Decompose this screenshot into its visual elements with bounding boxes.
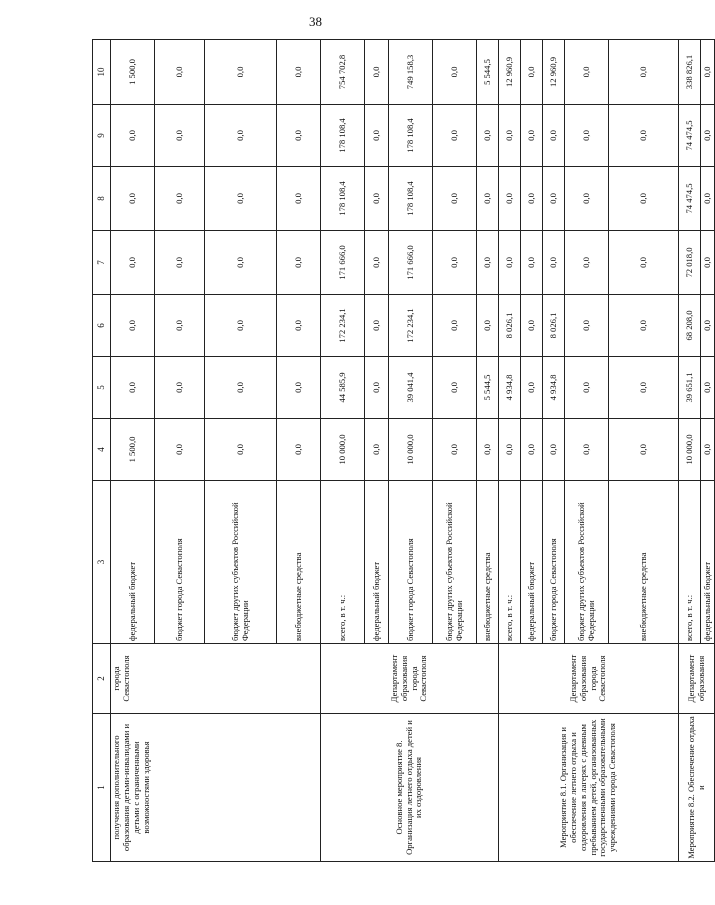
value-cell: 0,0 (277, 40, 321, 105)
value-cell: 0,0 (543, 231, 565, 295)
value-cell: 0,0 (111, 357, 155, 419)
value-cell: 0,0 (277, 167, 321, 231)
value-cell: 4 934,8 (543, 357, 565, 419)
value-cell: 4 934,8 (499, 357, 521, 419)
value-cell: 0,0 (565, 231, 609, 295)
header-row (93, 40, 111, 862)
value-cell: 178 108,4 (321, 167, 365, 231)
value-cell: 0,0 (365, 231, 389, 295)
col-header: 3 (93, 481, 111, 644)
value-cell: 749 158,3 (389, 40, 433, 105)
value-cell: 0,0 (609, 357, 679, 419)
value-cell: 0,0 (477, 105, 499, 167)
funding-source: бюджет других субъектов Российской Федерации (205, 481, 277, 644)
activity-name: Основное мероприятие 8. Организация летнего отдыха детей и их оздоровления (321, 714, 499, 862)
value-cell: 0,0 (155, 40, 205, 105)
value-cell: 178 108,4 (389, 105, 433, 167)
value-cell: 0,0 (701, 295, 715, 357)
col-header: 2 (93, 644, 111, 714)
value-cell: 0,0 (543, 419, 565, 481)
value-cell: 8 026,1 (543, 295, 565, 357)
funding-source: бюджет других субъектов Российской Федерации (433, 481, 477, 644)
activity-name: Мероприятие 8.1. Организация и обеспечение летнего отдыха и оздоровления в лагерях с дневным пребыванием детей, организованных государственными образовательными учреждениями города Севастополя (499, 714, 679, 862)
value-cell: 10 000,0 (321, 419, 365, 481)
value-cell: 0,0 (277, 231, 321, 295)
budget-table (92, 39, 715, 862)
executor: Департамент образования города Севастополя (499, 644, 679, 714)
col-header: 9 (93, 105, 111, 167)
col-header: 5 (93, 357, 111, 419)
value-cell: 0,0 (521, 40, 543, 105)
table-row (321, 40, 365, 862)
table-row (679, 40, 701, 862)
value-cell: 0,0 (499, 167, 521, 231)
funding-source: бюджет города Севастополя (389, 481, 433, 644)
value-cell: 0,0 (565, 419, 609, 481)
value-cell: 0,0 (499, 419, 521, 481)
page-number: 38 (309, 14, 322, 29)
funding-source: всего, в т. ч.: (321, 481, 365, 644)
value-cell: 0,0 (609, 419, 679, 481)
value-cell: 0,0 (155, 105, 205, 167)
value-cell: 0,0 (111, 167, 155, 231)
value-cell: 0,0 (477, 231, 499, 295)
value-cell: 338 826,1 (679, 40, 701, 105)
value-cell: 0,0 (565, 357, 609, 419)
value-cell: 0,0 (365, 40, 389, 105)
value-cell: 0,0 (521, 295, 543, 357)
value-cell: 0,0 (433, 105, 477, 167)
value-cell: 0,0 (433, 231, 477, 295)
value-cell: 5 544,5 (477, 40, 499, 105)
col-header: 4 (93, 419, 111, 481)
value-cell: 8 026,1 (499, 295, 521, 357)
executor: города Севастополя (111, 644, 321, 714)
value-cell: 0,0 (205, 295, 277, 357)
table-row (111, 40, 155, 862)
value-cell: 0,0 (477, 419, 499, 481)
value-cell: 0,0 (477, 295, 499, 357)
activity-name: Мероприятие 8.2. Обеспечение отдыха и (679, 714, 715, 862)
value-cell: 0,0 (499, 231, 521, 295)
value-cell: 0,0 (205, 40, 277, 105)
value-cell: 172 234,1 (321, 295, 365, 357)
value-cell: 0,0 (701, 167, 715, 231)
value-cell: 10 000,0 (389, 419, 433, 481)
activity-name: получения дополнительного образования детьми-инвалидами и детьми с ограниченными возможностями здоровья (111, 714, 321, 862)
value-cell: 0,0 (521, 231, 543, 295)
value-cell: 0,0 (701, 419, 715, 481)
value-cell: 0,0 (565, 167, 609, 231)
value-cell: 0,0 (521, 167, 543, 231)
value-cell: 0,0 (433, 40, 477, 105)
value-cell: 0,0 (433, 419, 477, 481)
value-cell: 0,0 (565, 295, 609, 357)
value-cell: 12 960,9 (499, 40, 521, 105)
funding-source: бюджет города Севастополя (155, 481, 205, 644)
table-row (499, 40, 521, 862)
value-cell: 0,0 (609, 40, 679, 105)
value-cell: 0,0 (543, 167, 565, 231)
value-cell: 172 234,1 (389, 295, 433, 357)
value-cell: 12 960,9 (543, 40, 565, 105)
value-cell: 0,0 (205, 167, 277, 231)
value-cell: 44 585,9 (321, 357, 365, 419)
col-header: 7 (93, 231, 111, 295)
value-cell: 10 000,0 (679, 419, 701, 481)
value-cell: 0,0 (365, 105, 389, 167)
value-cell: 171 666,0 (321, 231, 365, 295)
funding-source: всего, в т. ч.: (679, 481, 701, 644)
value-cell: 0,0 (277, 105, 321, 167)
value-cell: 0,0 (701, 231, 715, 295)
value-cell: 0,0 (365, 419, 389, 481)
rotated-table-area (92, 40, 712, 862)
executor: Департамент образования города Севастополя (321, 644, 499, 714)
value-cell: 0,0 (609, 295, 679, 357)
value-cell: 1 500,0 (111, 40, 155, 105)
value-cell: 0,0 (205, 105, 277, 167)
funding-source: федеральный бюджет (365, 481, 389, 644)
value-cell: 39 041,4 (389, 357, 433, 419)
col-header: 10 (93, 40, 111, 105)
value-cell: 0,0 (155, 231, 205, 295)
value-cell: 0,0 (111, 105, 155, 167)
value-cell: 0,0 (521, 419, 543, 481)
value-cell: 0,0 (111, 231, 155, 295)
table-landscape (92, 40, 712, 862)
executor: Департамент образования (679, 644, 715, 714)
value-cell: 754 702,8 (321, 40, 365, 105)
value-cell: 0,0 (277, 357, 321, 419)
funding-source: всего, в т. ч.: (499, 481, 521, 644)
value-cell: 0,0 (155, 167, 205, 231)
funding-source: внебюджетные средства (277, 481, 321, 644)
value-cell: 74 474,5 (679, 105, 701, 167)
value-cell: 0,0 (499, 105, 521, 167)
value-cell: 1 500,0 (111, 419, 155, 481)
value-cell: 0,0 (565, 40, 609, 105)
value-cell: 0,0 (205, 357, 277, 419)
value-cell: 0,0 (155, 295, 205, 357)
value-cell: 0,0 (609, 167, 679, 231)
funding-source: федеральный бюджет (701, 481, 715, 644)
value-cell: 0,0 (701, 357, 715, 419)
value-cell: 0,0 (365, 295, 389, 357)
col-header: 6 (93, 295, 111, 357)
funding-source: внебюджетные средства (609, 481, 679, 644)
value-cell: 0,0 (543, 105, 565, 167)
value-cell: 0,0 (521, 357, 543, 419)
value-cell: 0,0 (433, 167, 477, 231)
value-cell: 0,0 (111, 295, 155, 357)
value-cell: 0,0 (609, 105, 679, 167)
value-cell: 0,0 (477, 167, 499, 231)
funding-source: внебюджетные средства (477, 481, 499, 644)
col-header: 1 (93, 714, 111, 862)
value-cell: 0,0 (521, 105, 543, 167)
value-cell: 0,0 (205, 419, 277, 481)
value-cell: 0,0 (365, 357, 389, 419)
value-cell: 0,0 (277, 419, 321, 481)
col-header: 8 (93, 167, 111, 231)
value-cell: 0,0 (701, 40, 715, 105)
value-cell: 0,0 (277, 295, 321, 357)
value-cell: 0,0 (565, 105, 609, 167)
value-cell: 0,0 (701, 105, 715, 167)
value-cell: 5 544,5 (477, 357, 499, 419)
value-cell: 68 208,0 (679, 295, 701, 357)
value-cell: 72 018,0 (679, 231, 701, 295)
value-cell: 0,0 (433, 295, 477, 357)
value-cell: 0,0 (205, 231, 277, 295)
value-cell: 0,0 (433, 357, 477, 419)
funding-source: федеральный бюджет (111, 481, 155, 644)
value-cell: 0,0 (155, 419, 205, 481)
funding-source: федеральный бюджет (521, 481, 543, 644)
value-cell: 178 108,4 (321, 105, 365, 167)
funding-source: бюджет города Севастополя (543, 481, 565, 644)
value-cell: 0,0 (155, 357, 205, 419)
value-cell: 74 474,5 (679, 167, 701, 231)
value-cell: 171 666,0 (389, 231, 433, 295)
value-cell: 0,0 (365, 167, 389, 231)
funding-source: бюджет других субъектов Российской Федерации (565, 481, 609, 644)
value-cell: 178 108,4 (389, 167, 433, 231)
value-cell: 39 651,1 (679, 357, 701, 419)
value-cell: 0,0 (609, 231, 679, 295)
